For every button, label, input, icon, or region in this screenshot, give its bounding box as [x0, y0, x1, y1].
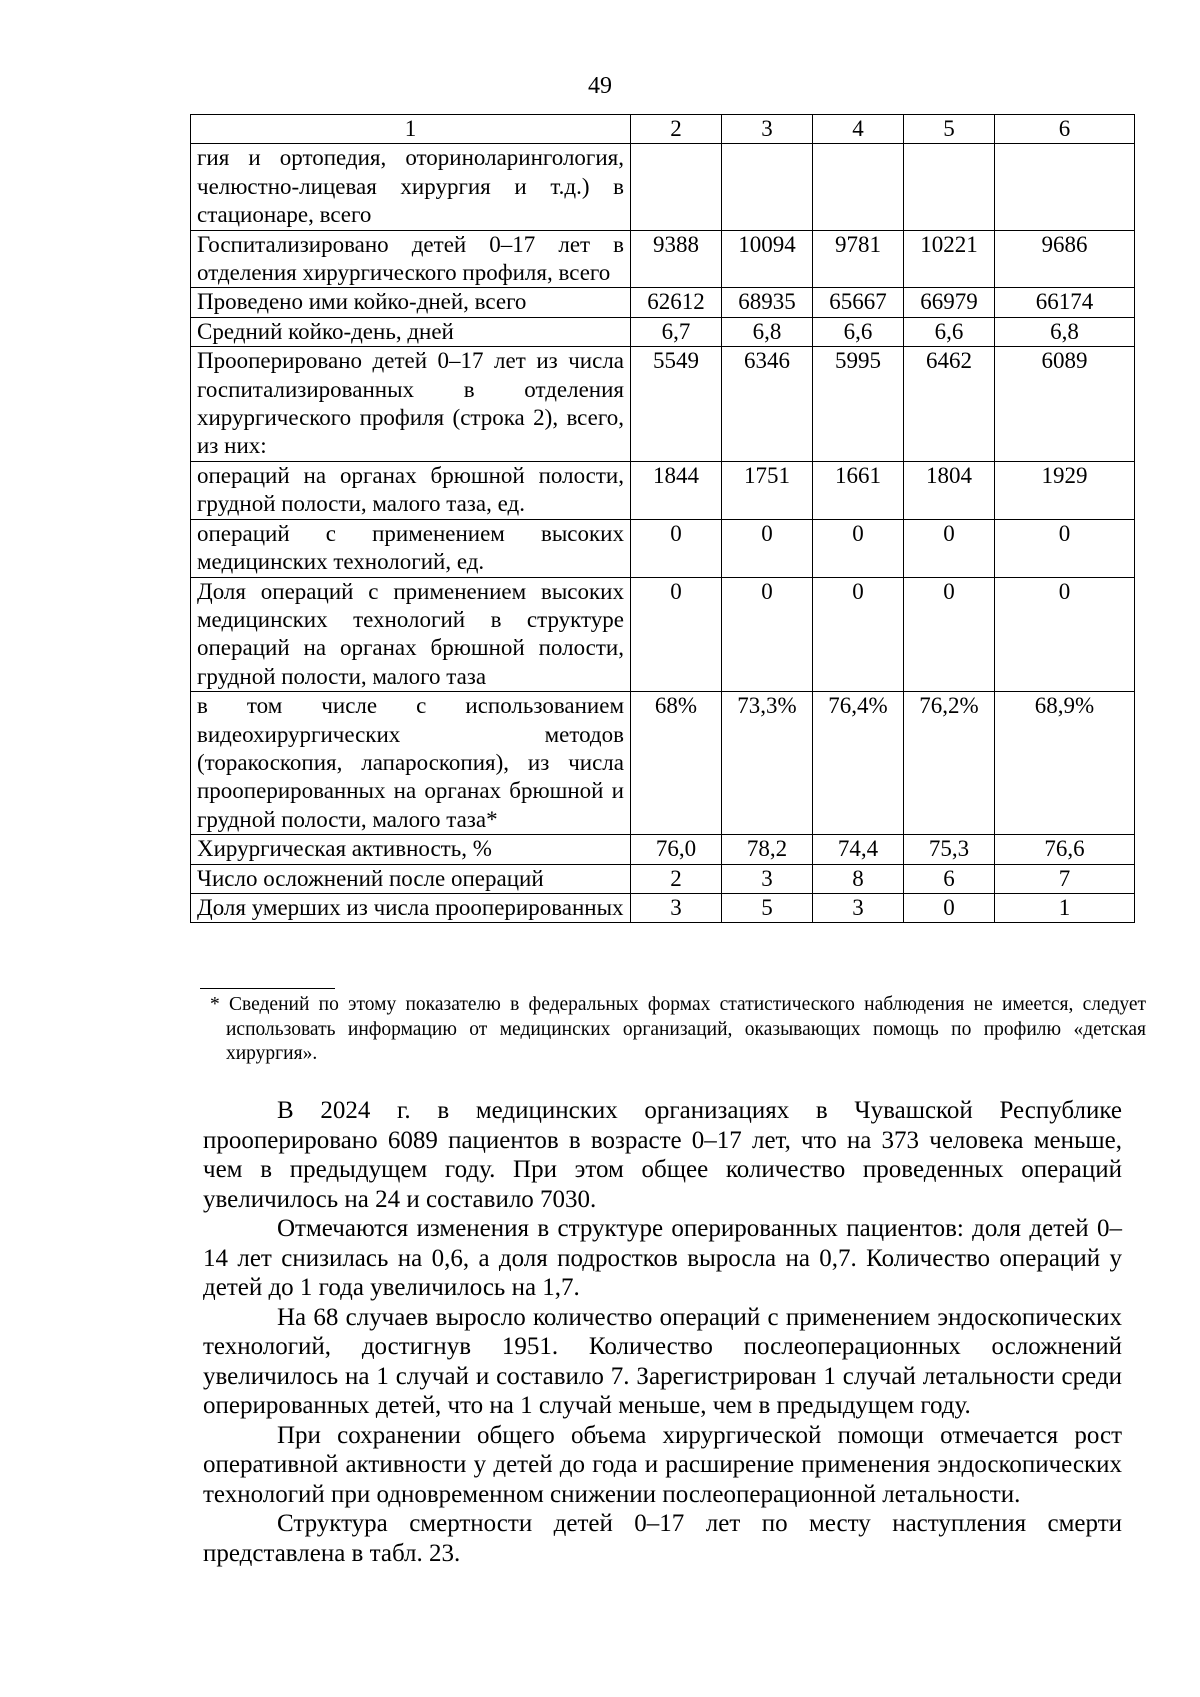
table-cell: 6462 — [904, 347, 995, 462]
table-cell — [904, 144, 995, 230]
table-cell: 68,9% — [995, 692, 1135, 835]
table-cell: 62612 — [631, 288, 722, 317]
table-row — [191, 317, 1135, 346]
table-cell: 68% — [631, 692, 722, 835]
table-cell: 66174 — [995, 288, 1135, 317]
paragraph: При сохранении общего объема хирургической помощи отмечается рост оперативной активности у детей до года и расширение применения эндоскопических технологий при одновременном снижении послеоперационной летальности. — [203, 1421, 1122, 1508]
table-cell: 2 — [631, 864, 722, 893]
table-cell: 76,4% — [813, 692, 904, 835]
paragraph: На 68 случаев выросло количество операций с применением эндоскопических технологий, достигнув 1951. Количество послеоперационных осложнений увеличилось на 1 случай и составило 7. Зарегистрирован 1 случай летальности среди оперированных детей, что на 1 случай меньше, чем в предыдущем году. — [203, 1303, 1122, 1419]
table-cell: 1929 — [995, 461, 1135, 519]
column-header: 3 — [722, 115, 813, 144]
table-cell: 3 — [813, 893, 904, 922]
table-cell: 7 — [995, 864, 1135, 893]
table-row — [191, 461, 1135, 519]
table-cell — [722, 144, 813, 230]
footnote-divider — [200, 988, 335, 989]
table-cell: 9388 — [631, 230, 722, 288]
row-label: Доля операций с применением высоких медицинских технологий в структуре операций на органах брюшной полости, грудной полости, малого таза — [191, 577, 631, 692]
table-cell: 1751 — [722, 461, 813, 519]
table-cell: 10094 — [722, 230, 813, 288]
table-cell: 0 — [813, 519, 904, 577]
table-cell: 76,2% — [904, 692, 995, 835]
table-cell: 1 — [995, 893, 1135, 922]
table-row — [191, 288, 1135, 317]
table-cell: 5 — [722, 893, 813, 922]
table-row — [191, 864, 1135, 893]
table-cell: 6346 — [722, 347, 813, 462]
row-label: Госпитализировано детей 0–17 лет в отделения хирургического профиля, всего — [191, 230, 631, 288]
table-cell: 8 — [813, 864, 904, 893]
table-cell: 66979 — [904, 288, 995, 317]
table-header-row — [191, 115, 1135, 144]
table-cell: 6,7 — [631, 317, 722, 346]
table-cell: 1804 — [904, 461, 995, 519]
table-cell: 75,3 — [904, 835, 995, 864]
row-label: Прооперировано детей 0–17 лет из числа госпитализированных в отделения хирургического профиля (строка 2), всего, из них: — [191, 347, 631, 462]
table-row — [191, 893, 1135, 922]
table-cell: 3 — [722, 864, 813, 893]
table-cell: 6 — [904, 864, 995, 893]
table-cell: 6,8 — [722, 317, 813, 346]
table-cell: 10221 — [904, 230, 995, 288]
row-label: Средний койко-день, дней — [191, 317, 631, 346]
column-header: 6 — [995, 115, 1135, 144]
table-cell — [631, 144, 722, 230]
column-header: 4 — [813, 115, 904, 144]
table-row — [191, 347, 1135, 462]
row-label: Доля умерших из числа прооперированных — [191, 893, 631, 922]
footnote: * Сведений по этому показателю в федеральных формах статистического наблюдения не имеется, следует использовать информацию от медицинских организаций, оказывающих помощь по профилю «детская хирургия». — [210, 994, 1146, 1064]
row-label: гия и ортопедия, оториноларингология, челюстно-лицевая хирургия и т.д.) в стационаре, всего — [191, 144, 631, 230]
table-cell: 0 — [631, 577, 722, 692]
table-cell: 0 — [995, 519, 1135, 577]
table-cell: 3 — [631, 893, 722, 922]
table-cell: 65667 — [813, 288, 904, 317]
table-cell: 0 — [904, 893, 995, 922]
column-header: 5 — [904, 115, 995, 144]
table-cell — [995, 144, 1135, 230]
table-cell: 6,6 — [904, 317, 995, 346]
row-label: операций с применением высоких медицинских технологий, ед. — [191, 519, 631, 577]
table-cell: 9781 — [813, 230, 904, 288]
table-cell: 0 — [904, 519, 995, 577]
table-cell: 74,4 — [813, 835, 904, 864]
paragraph: В 2024 г. в медицинских организациях в Чувашской Республике прооперировано 6089 пациентов в возрасте 0–17 лет, что на 373 человека меньше, чем в предыдущем году. При этом общее количество проведенных операций увеличилось на 24 и составило 7030. — [203, 1097, 1122, 1213]
table-cell: 6,6 — [813, 317, 904, 346]
table-cell: 76,0 — [631, 835, 722, 864]
row-label: Проведено ими койко-дней, всего — [191, 288, 631, 317]
table-cell: 1661 — [813, 461, 904, 519]
table-row — [191, 692, 1135, 835]
paragraph: Отмечаются изменения в структуре оперированных пациентов: доля детей 0–14 лет снизилась на 0,6, а доля подростков выросла на 0,7. Количество операций у детей до 1 года увеличилось на 1,7. — [203, 1215, 1122, 1301]
table-cell: 0 — [631, 519, 722, 577]
table-cell: 78,2 — [722, 835, 813, 864]
table-cell: 6,8 — [995, 317, 1135, 346]
body-text — [203, 1096, 1122, 1568]
table-cell: 76,6 — [995, 835, 1135, 864]
row-label: Хирургическая активность, % — [191, 835, 631, 864]
table-cell: 73,3% — [722, 692, 813, 835]
table-cell: 5995 — [813, 347, 904, 462]
table-row — [191, 230, 1135, 288]
table-row — [191, 577, 1135, 692]
column-header: 2 — [631, 115, 722, 144]
column-header: 1 — [191, 115, 631, 144]
table-row — [191, 144, 1135, 230]
row-label: операций на органах брюшной полости, грудной полости, малого таза, ед. — [191, 461, 631, 519]
table-cell: 0 — [995, 577, 1135, 692]
table-cell — [813, 144, 904, 230]
table-cell: 0 — [722, 577, 813, 692]
table-row — [191, 835, 1135, 864]
row-label: Число осложнений после операций — [191, 864, 631, 893]
table-cell: 68935 — [722, 288, 813, 317]
table-cell: 9686 — [995, 230, 1135, 288]
table-cell: 6089 — [995, 347, 1135, 462]
table-cell: 1844 — [631, 461, 722, 519]
statistics-table — [190, 114, 1135, 923]
table-cell: 5549 — [631, 347, 722, 462]
page-number: 49 — [588, 73, 612, 99]
table-cell: 0 — [904, 577, 995, 692]
table-row — [191, 519, 1135, 577]
table-cell: 0 — [813, 577, 904, 692]
table-cell: 0 — [722, 519, 813, 577]
row-label: в том числе с использованием видеохирургических методов (торакоскопия, лапароскопия), из числа прооперированных на органах брюшной и грудной полости, малого таза* — [191, 692, 631, 835]
paragraph: Структура смертности детей 0–17 лет по месту наступления смерти представлена в табл. 23. — [203, 1510, 1122, 1567]
